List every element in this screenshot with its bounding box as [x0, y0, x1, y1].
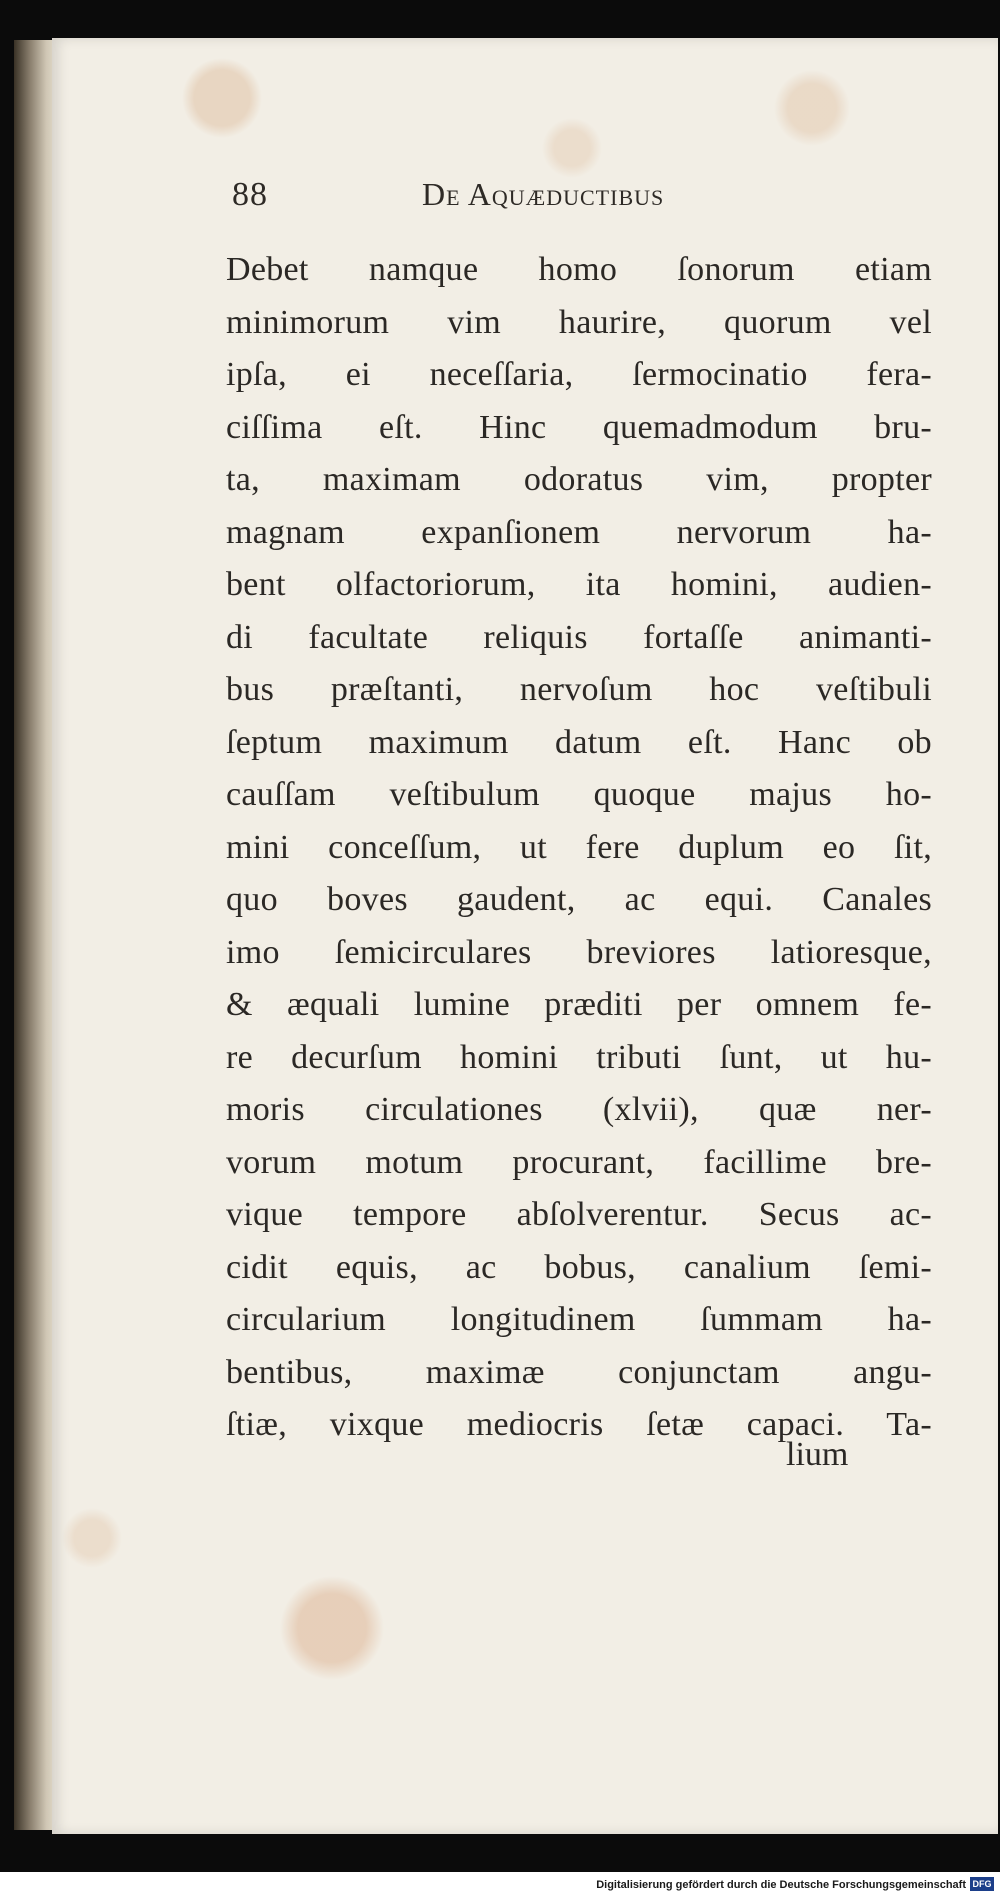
text-line: magnam expanſionem nervorum ha- — [226, 513, 932, 551]
body-text — [226, 244, 932, 1452]
dfg-logo-icon: DFG — [970, 1877, 994, 1891]
text-line: bent olfactoriorum, ita homini, audien- — [226, 566, 932, 603]
text-line: cidit equis, ac bobus, canalium ſemi- — [226, 1248, 932, 1286]
text-line: bentibus, maximæ conjunctam angu- — [226, 1353, 932, 1391]
text-line: vorum motum procurant, facillime bre- — [226, 1143, 932, 1181]
text-line: circularium longitudinem ſummam ha- — [226, 1301, 932, 1338]
text-line: Debet namque homo ſonorum etiam — [226, 251, 932, 288]
text-line: ipſa, ei neceſſaria, ſermocinatio fera- — [226, 356, 932, 393]
text-line: moris circulationes (xlvii), quæ ner- — [226, 1091, 932, 1128]
text-line: re decurſum homini tributi ſunt, ut hu- — [226, 1038, 932, 1076]
text-line: ſtiæ, vixque mediocris ſetæ capaci. Ta- — [226, 1406, 932, 1443]
text-line: mini conceſſum, ut fere duplum eo ſit, — [226, 828, 932, 866]
page-number: 88 — [232, 176, 268, 213]
catchword: lium — [786, 1436, 849, 1473]
text-line: ſeptum maximum datum eſt. Hanc ob — [226, 723, 932, 761]
text-line: minimorum vim haurire, quorum vel — [226, 303, 932, 341]
text-line: bus præſtanti, nervoſum hoc veſtibuli — [226, 671, 932, 708]
text-line: ciſſima eſt. Hinc quemadmodum bru- — [226, 408, 932, 446]
page-header — [232, 176, 792, 216]
text-line: & æquali lumine præditi per omnem fe- — [226, 986, 932, 1023]
text-line: cauſſam veſtibulum quoque majus ho- — [226, 776, 932, 813]
running-title: De Aquæductibus — [422, 176, 665, 212]
digitization-footer — [0, 1872, 1000, 1894]
text-line: di facultate reliquis fortaſſe animanti- — [226, 618, 932, 656]
funding-credit: Digitalisierung gefördert durch die Deutsche Forschungsgemeinschaft — [596, 1879, 966, 1891]
text-line: ta, maximam odoratus vim, propter — [226, 461, 932, 498]
text-line: imo ſemicirculares breviores latioresque, — [226, 933, 932, 971]
text-line: vique tempore abſolverentur. Secus ac- — [226, 1196, 932, 1233]
text-line: quo boves gaudent, ac equi. Canales — [226, 881, 932, 918]
